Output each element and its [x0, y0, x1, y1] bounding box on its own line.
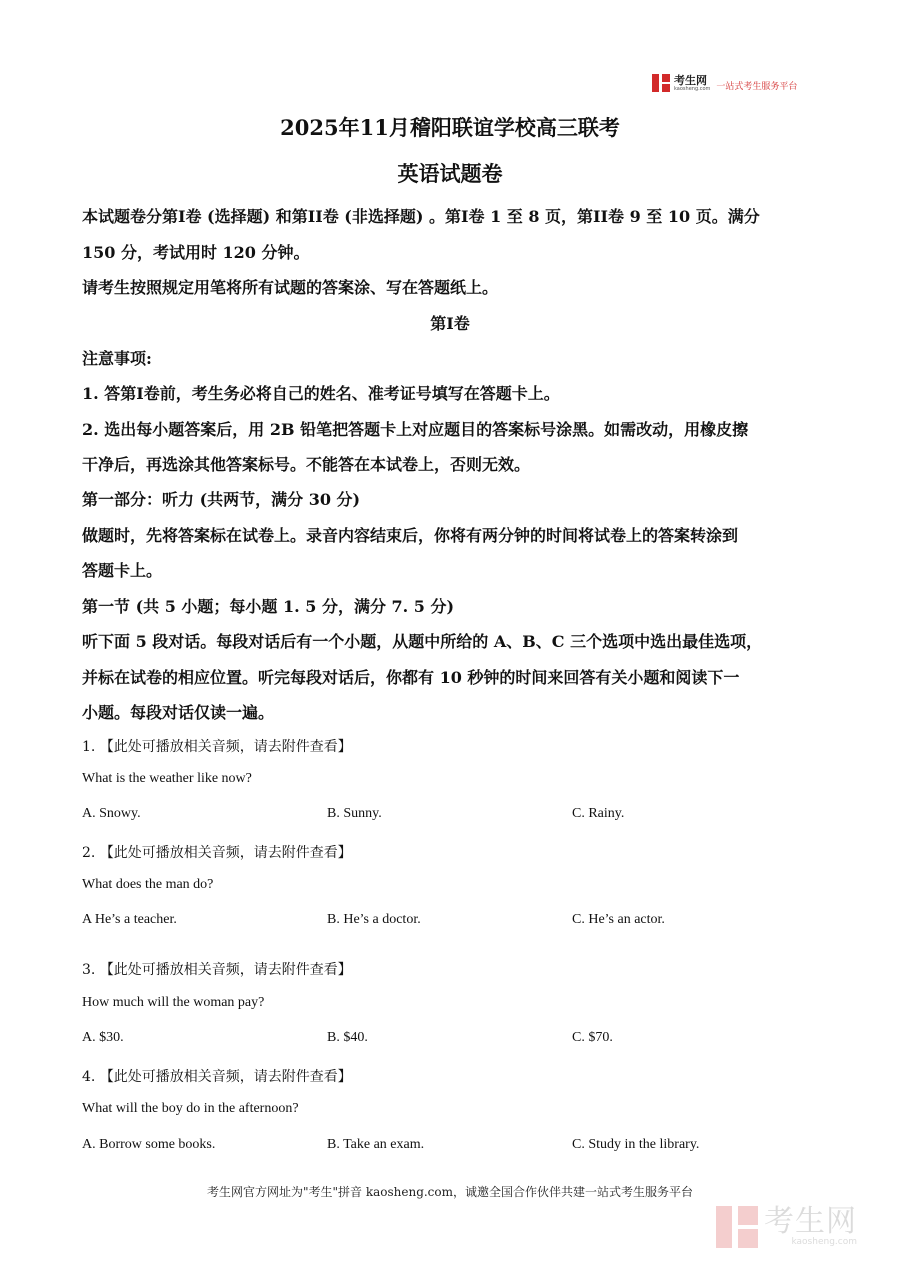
logo-url: kaosheng.com [674, 85, 711, 92]
question-4-option-c[interactable]: C. Study in the library. [572, 1137, 700, 1152]
question-3-text: How much will the woman pay? [82, 995, 265, 1010]
question-3-option-c[interactable]: C. $70. [572, 1030, 613, 1045]
question-1-option-a[interactable]: A. Snowy. [82, 806, 141, 821]
question-4-audio-prompt[interactable]: 4. 【此处可播放相关音频，请去附件查看】 [82, 1069, 352, 1085]
question-2-option-c[interactable]: C. He’s an actor. [572, 912, 665, 927]
watermark-text [764, 1204, 857, 1247]
question-1-audio-prompt[interactable]: 1. 【此处可播放相关音频，请去附件查看】 [82, 739, 352, 755]
part1-heading: 第一部分：听力 (共两节，满分 30 分) [82, 490, 361, 509]
watermark-logo [716, 1206, 857, 1248]
question-4-text: What will the boy do in the afternoon? [82, 1101, 299, 1116]
part1-desc-line-2: 答题卡上。 [82, 561, 163, 580]
question-3-option-a[interactable]: A. $30. [82, 1030, 124, 1045]
watermark-url: kaosheng.com [791, 1237, 857, 1247]
kaosheng-logo [652, 74, 797, 92]
exam-title: 2025年11月稽阳联谊学校高三联考 [280, 115, 620, 140]
intro-line-1: 本试题卷分第I卷 (选择题) 和第II卷 (非选择题) 。第I卷 1 至 8 页，第II卷 9 至 10 页。满分 [82, 207, 760, 226]
question-2-text: What does the man do? [82, 877, 214, 892]
logo-slogan: 一站式考生服务平台 [716, 81, 798, 92]
part1-desc-line-1: 做题时，先将答案标在试卷上。录音内容结束后，你将有两分钟的时间将试卷上的答案转涂到 [82, 526, 739, 545]
section1-desc-line-3: 小题。每段对话仅读一遍。 [82, 703, 275, 722]
section1-desc-line-2: 并标在试卷的相应位置。听完每段对话后，你都有 10 秒钟的时间来回答有关小题和阅读下一 [82, 668, 740, 687]
question-1-option-c[interactable]: C. Rainy. [572, 806, 625, 821]
question-2-option-a[interactable]: A He’s a teacher. [82, 912, 177, 927]
intro-line-3: 请考生按照规定用笔将所有试题的答案涂、写在答题纸上。 [82, 278, 499, 297]
section1-heading: 第一节 (共 5 小题；每小题 1. 5 分，满分 7. 5 分) [82, 597, 455, 616]
logo-name: 考生网 [674, 73, 707, 87]
kaosheng-logo-icon [652, 74, 670, 92]
notes-item-2-line-2: 干净后，再选涂其他答案标号。不能答在本试卷上，否则无效。 [82, 455, 531, 474]
page-footer: 考生网官方网址为"考生"拼音 kaosheng.com，诚邀全国合作伙伴共建一站式考生服务平台 [206, 1185, 694, 1199]
section1-desc-line-1: 听下面 5 段对话。每段对话后有一个小题，从题中所给的 A、B、C 三个选项中选出最佳选项， [82, 632, 763, 651]
question-3-option-b[interactable]: B. $40. [327, 1030, 368, 1045]
section-heading: 第I卷 [430, 314, 470, 333]
question-2-audio-prompt[interactable]: 2. 【此处可播放相关音频，请去附件查看】 [82, 845, 352, 861]
notes-heading: 注意事项: [82, 349, 152, 368]
logo-text [674, 75, 710, 92]
exam-subtitle: 英语试题卷 [397, 161, 503, 186]
watermark-logo-icon [716, 1206, 758, 1248]
question-4-option-b[interactable]: B. Take an exam. [327, 1137, 425, 1152]
question-4-option-a[interactable]: A. Borrow some books. [82, 1137, 216, 1152]
notes-item-2-line-1: 2. 选出每小题答案后，用 2B 铅笔把答题卡上对应题目的答案标号涂黑。如需改动，用橡皮擦 [82, 420, 749, 439]
notes-item-1: 1. 答第I卷前，考生务必将自己的姓名、准考证号填写在答题卡上。 [82, 384, 560, 403]
question-1-option-b[interactable]: B. Sunny. [327, 806, 382, 821]
watermark-name: 考生网 [764, 1204, 857, 1239]
question-2-option-b[interactable]: B. He’s a doctor. [327, 912, 421, 927]
question-1-text: What is the weather like now? [82, 771, 252, 786]
intro-line-2: 150 分，考试用时 120 分钟。 [82, 243, 310, 262]
question-3-audio-prompt[interactable]: 3. 【此处可播放相关音频，请去附件查看】 [82, 962, 352, 978]
